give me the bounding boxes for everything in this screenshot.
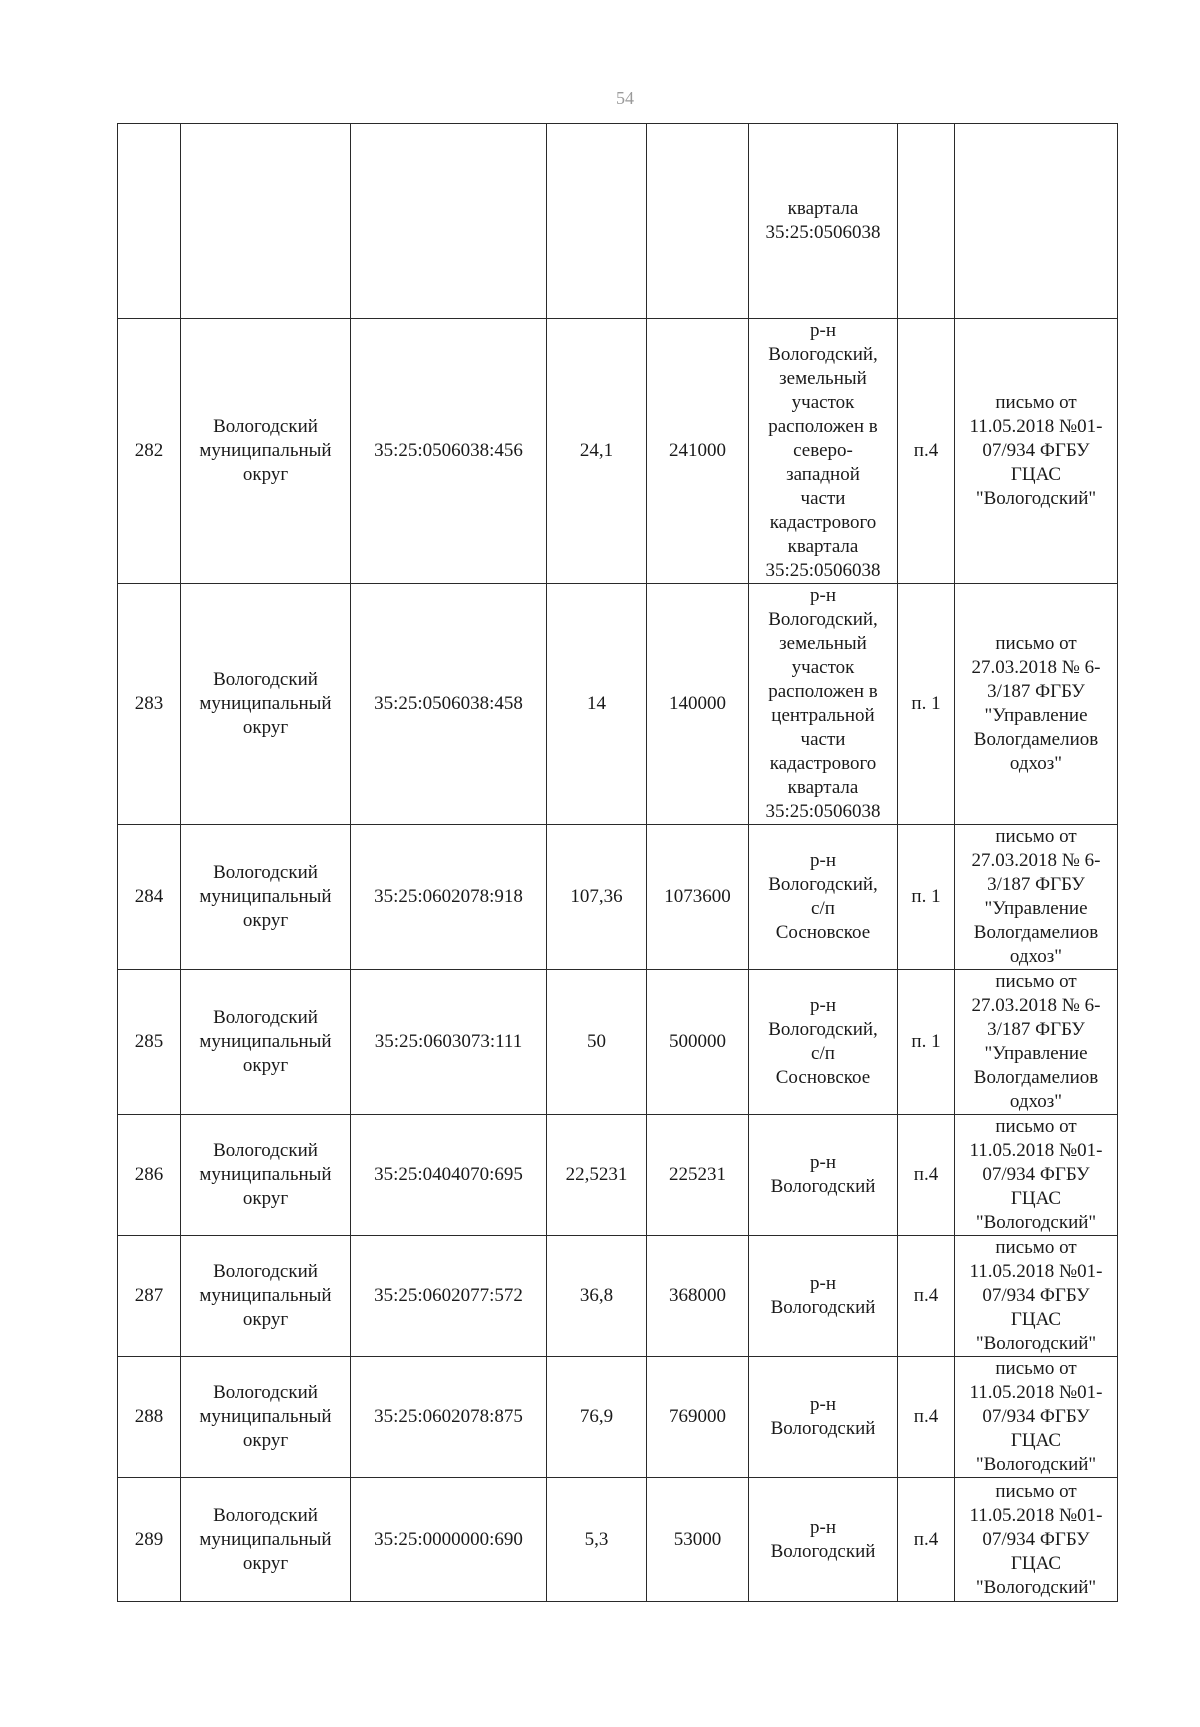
clause-cell: п.4 <box>898 319 955 584</box>
table-row <box>118 319 1118 584</box>
value-cell: 140000 <box>647 584 749 825</box>
cadastral-number-cell: 35:25:0602077:572 <box>351 1236 547 1357</box>
location-cell: р-н Вологодский, земельный участок расположен в центральной части кадастрового квартала 35:25:0506038 <box>749 584 898 825</box>
cadastral-number-cell <box>351 124 547 319</box>
district-cell: Вологодский муниципальный округ <box>181 1115 351 1236</box>
location-cell: р-н Вологодский, с/п Сосновское <box>749 825 898 970</box>
row-number <box>118 124 181 319</box>
cadastral-number-cell: 35:25:0506038:456 <box>351 319 547 584</box>
district-cell: Вологодский муниципальный округ <box>181 825 351 970</box>
value-cell: 225231 <box>647 1115 749 1236</box>
cadastral-number-cell: 35:25:0602078:918 <box>351 825 547 970</box>
cadastral-number-cell: 35:25:0000000:690 <box>351 1478 547 1602</box>
location-cell: р-н Вологодский, земельный участок расположен в северо- западной части кадастрового квартала 35:25:0506038 <box>749 319 898 584</box>
cadastral-number-cell: 35:25:0506038:458 <box>351 584 547 825</box>
table-row <box>118 1115 1118 1236</box>
value-cell: 368000 <box>647 1236 749 1357</box>
table-row-continuation <box>118 124 1118 319</box>
basis-cell: письмо от 27.03.2018 № 6- 3/187 ФГБУ "Управление Вологдамелиов одхоз" <box>955 825 1118 970</box>
row-number: 286 <box>118 1115 181 1236</box>
area-cell <box>547 124 647 319</box>
table-row <box>118 584 1118 825</box>
location-cell: р-н Вологодский, с/п Сосновское <box>749 970 898 1115</box>
row-number: 285 <box>118 970 181 1115</box>
value-cell: 53000 <box>647 1478 749 1602</box>
area-cell: 36,8 <box>547 1236 647 1357</box>
clause-cell: п. 1 <box>898 584 955 825</box>
value-cell: 1073600 <box>647 825 749 970</box>
table-row <box>118 825 1118 970</box>
basis-cell: письмо от 11.05.2018 №01- 07/934 ФГБУ ГЦАС "Вологодский" <box>955 1115 1118 1236</box>
area-cell: 14 <box>547 584 647 825</box>
basis-cell: письмо от 11.05.2018 №01- 07/934 ФГБУ ГЦАС "Вологодский" <box>955 1236 1118 1357</box>
basis-cell: письмо от 27.03.2018 № 6- 3/187 ФГБУ "Управление Вологдамелиов одхоз" <box>955 970 1118 1115</box>
district-cell: Вологодский муниципальный округ <box>181 1478 351 1602</box>
district-cell: Вологодский муниципальный округ <box>181 584 351 825</box>
row-number: 287 <box>118 1236 181 1357</box>
table-row <box>118 1478 1118 1602</box>
area-cell: 107,36 <box>547 825 647 970</box>
basis-cell: письмо от 11.05.2018 №01- 07/934 ФГБУ ГЦАС "Вологодский" <box>955 1478 1118 1602</box>
row-number: 284 <box>118 825 181 970</box>
table-row <box>118 1236 1118 1357</box>
clause-cell: п.4 <box>898 1115 955 1236</box>
area-cell: 76,9 <box>547 1357 647 1478</box>
value-cell: 241000 <box>647 319 749 584</box>
location-cell: р-н Вологодский <box>749 1478 898 1602</box>
basis-cell: письмо от 11.05.2018 №01- 07/934 ФГБУ ГЦАС "Вологодский" <box>955 319 1118 584</box>
table-row <box>118 970 1118 1115</box>
area-cell: 50 <box>547 970 647 1115</box>
basis-cell: письмо от 27.03.2018 № 6- 3/187 ФГБУ "Управление Вологдамелиов одхоз" <box>955 584 1118 825</box>
location-cell: р-н Вологодский <box>749 1115 898 1236</box>
row-number: 283 <box>118 584 181 825</box>
clause-cell <box>898 124 955 319</box>
district-cell: Вологодский муниципальный округ <box>181 1357 351 1478</box>
location-cell: квартала 35:25:0506038 <box>749 124 898 319</box>
value-cell: 769000 <box>647 1357 749 1478</box>
basis-cell: письмо от 11.05.2018 №01- 07/934 ФГБУ ГЦАС "Вологодский" <box>955 1357 1118 1478</box>
cadastral-number-cell: 35:25:0602078:875 <box>351 1357 547 1478</box>
basis-cell <box>955 124 1118 319</box>
land-plots-table <box>117 123 1118 1602</box>
value-cell: 500000 <box>647 970 749 1115</box>
table-row <box>118 1357 1118 1478</box>
area-cell: 22,5231 <box>547 1115 647 1236</box>
location-cell: р-н Вологодский <box>749 1236 898 1357</box>
clause-cell: п. 1 <box>898 825 955 970</box>
district-cell: Вологодский муниципальный округ <box>181 970 351 1115</box>
clause-cell: п.4 <box>898 1357 955 1478</box>
row-number: 288 <box>118 1357 181 1478</box>
cadastral-number-cell: 35:25:0603073:111 <box>351 970 547 1115</box>
table-body <box>118 124 1118 1602</box>
clause-cell: п.4 <box>898 1236 955 1357</box>
area-cell: 24,1 <box>547 319 647 584</box>
clause-cell: п.4 <box>898 1478 955 1602</box>
cadastral-number-cell: 35:25:0404070:695 <box>351 1115 547 1236</box>
district-cell <box>181 124 351 319</box>
clause-cell: п. 1 <box>898 970 955 1115</box>
page-number: 54 <box>616 88 634 108</box>
location-cell: р-н Вологодский <box>749 1357 898 1478</box>
value-cell <box>647 124 749 319</box>
district-cell: Вологодский муниципальный округ <box>181 319 351 584</box>
district-cell: Вологодский муниципальный округ <box>181 1236 351 1357</box>
area-cell: 5,3 <box>547 1478 647 1602</box>
row-number: 282 <box>118 319 181 584</box>
row-number: 289 <box>118 1478 181 1602</box>
